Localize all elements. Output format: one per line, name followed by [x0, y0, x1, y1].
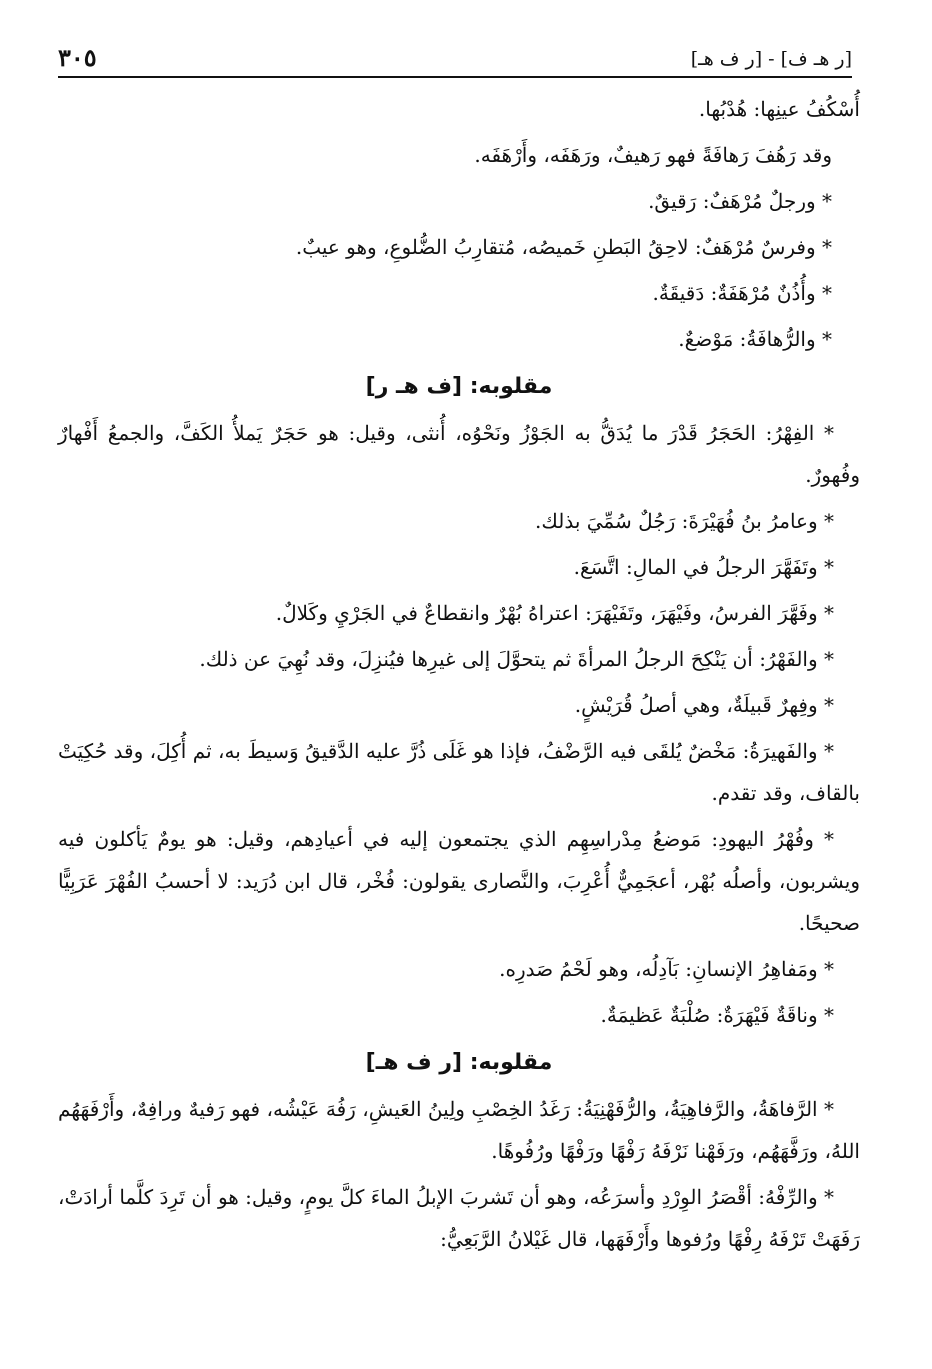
entry-paragraph: * والفَهيرَةُ: مَخْضٌ يُلقَى فيه الرَّضْفُ، فإذا هو غَلَى ذُرَّ عليه الدَّقيقُ وَسيطَ به، ثم أُكِلَ، وقد حُكِيَتْ بالقاف، وقد تقدم. [58, 739, 860, 805]
section-rfh [58, 1088, 860, 1260]
entry-paragraph: * وفَهَّرَ الفرسُ، وفَيْهَرَ، وتَفَيْهَرَ: اعتراهُ بُهْرٌ وانقطاعٌ في الجَرْيِ وكَلالٌ. [275, 601, 834, 625]
page-number: ٣٠٥ [58, 43, 97, 72]
section-heading-rfh: مقلوبه: [ر ف هـ] [365, 1050, 553, 1075]
section-fhr [58, 412, 860, 1036]
entry-line: * وأُذُنٌ مُرْهَفَةٌ: دَقيقَةٌ. [652, 281, 832, 305]
entry-paragraph: * والرِّفْهُ: أقْصَرُ الوِرْدِ وأسرَعُه، وهو أن تَشربَ الإبلُ الماءَ كلَّ يومٍ، وقيل: هو أن تَرِدَ كلَّما أرادَتْ، رَفَهَتْ تَرْفَهُ رِفْهًا ورُفوها وأَرْفَهَها، قال غَيْلانُ الرَّبَعِيُّ: [58, 1185, 860, 1251]
section-heading-fhr: مقلوبه: [ف هـ ر] [365, 374, 553, 399]
entry-line: * والرُّهافَةُ: مَوْضعٌ. [678, 327, 832, 351]
header-root-label: [ر هـ ف] - [ر ف هـ] [690, 48, 852, 70]
entry-paragraph: * ومَفاهِرُ الإنسانِ: بَآدِلُه، وهو لَحْمُ صَدرِه. [499, 957, 834, 981]
entry-line: وقد رَهُفَ رَهافَةً فهو رَهيفٌ، ورَهَفَه، وأَرْهَفَه. [474, 143, 832, 167]
section-rhf [58, 88, 860, 360]
entry-line: أُسْكُفُ عينِها: هُدْبُها. [698, 97, 860, 121]
entry-paragraph: * والفَهْرُ: أن يَنْكِحَ الرجلُ المرأةَ ثم يتحوَّلَ إلى غيرِها فيُنزِلَ، وقد نُهِيَ عن ذلك. [199, 647, 834, 671]
entry-paragraph: * الفِهْرُ: الحَجَرُ قَدْرَ ما يُدَقُّ به الجَوْزُ ونَحْوُه، أُنثى، وقيل: هو حَجَرٌ يَملأُ الكَفَّ، والجمعُ أَفْهارٌ وفُهورٌ. [58, 421, 860, 487]
entry-paragraph: * وتَفَهَّرَ الرجلُ في المالِ: اتَّسَعَ. [573, 555, 834, 579]
page-body [58, 88, 860, 1264]
page-header [58, 36, 852, 78]
entry-paragraph: * وفُهْرُ اليهودِ: مَوضعُ مِدْراسِهِم الذي يجتمعون إليه في أعيادِهم، وقيل: هو يومٌ يَأكلون فيه ويشربون، وأصلُه بُهْر، أعجَمِيٌّ أُعْرِبَ، والنَّصارى يقولون: فُخْر، قال ابن دُرَيد: لا أحسبُ الفُهْرَ عَرَبِيًّا صحيحًا. [58, 827, 860, 935]
entry-line: * ورجلٌ مُرْهَفٌ: رَقيقٌ. [648, 189, 832, 213]
entry-paragraph: * وناقَةٌ فَيْهَرَةٌ: صُلْبَةٌ عَظيمَةٌ. [600, 1003, 834, 1027]
entry-line: * وفرسٌ مُرْهَفٌ: لاحِقُ البَطنِ خَميصُه، مُتقارِبُ الضُّلوعِ، وهو عيبٌ. [295, 235, 832, 259]
entry-paragraph: * وفِهرٌ قَبيلَةٌ، وهي أصلُ قُرَيْشٍ. [574, 693, 834, 717]
entry-paragraph: * الرَّفاهَةُ، والرَّفاهِيَةُ، والرُّفَهْنِيَةُ: رَغَدُ الخِصْبِ ولِينُ العَيشِ، رَفُهَ عَيْشُه، فهو رَفيهٌ ورافِهٌ، وأَرْفَهَهُم اللهُ، ورَفَّهَهُم، ورَفَهْنا نَرْفَهُ رَفْهًا ورَفْهًا ورُفُوهًا. [58, 1097, 860, 1163]
entry-paragraph: * وعامرُ بنُ فُهَيْرَةَ: رَجُلٌ سُمِّيَ بذلك. [535, 509, 834, 533]
